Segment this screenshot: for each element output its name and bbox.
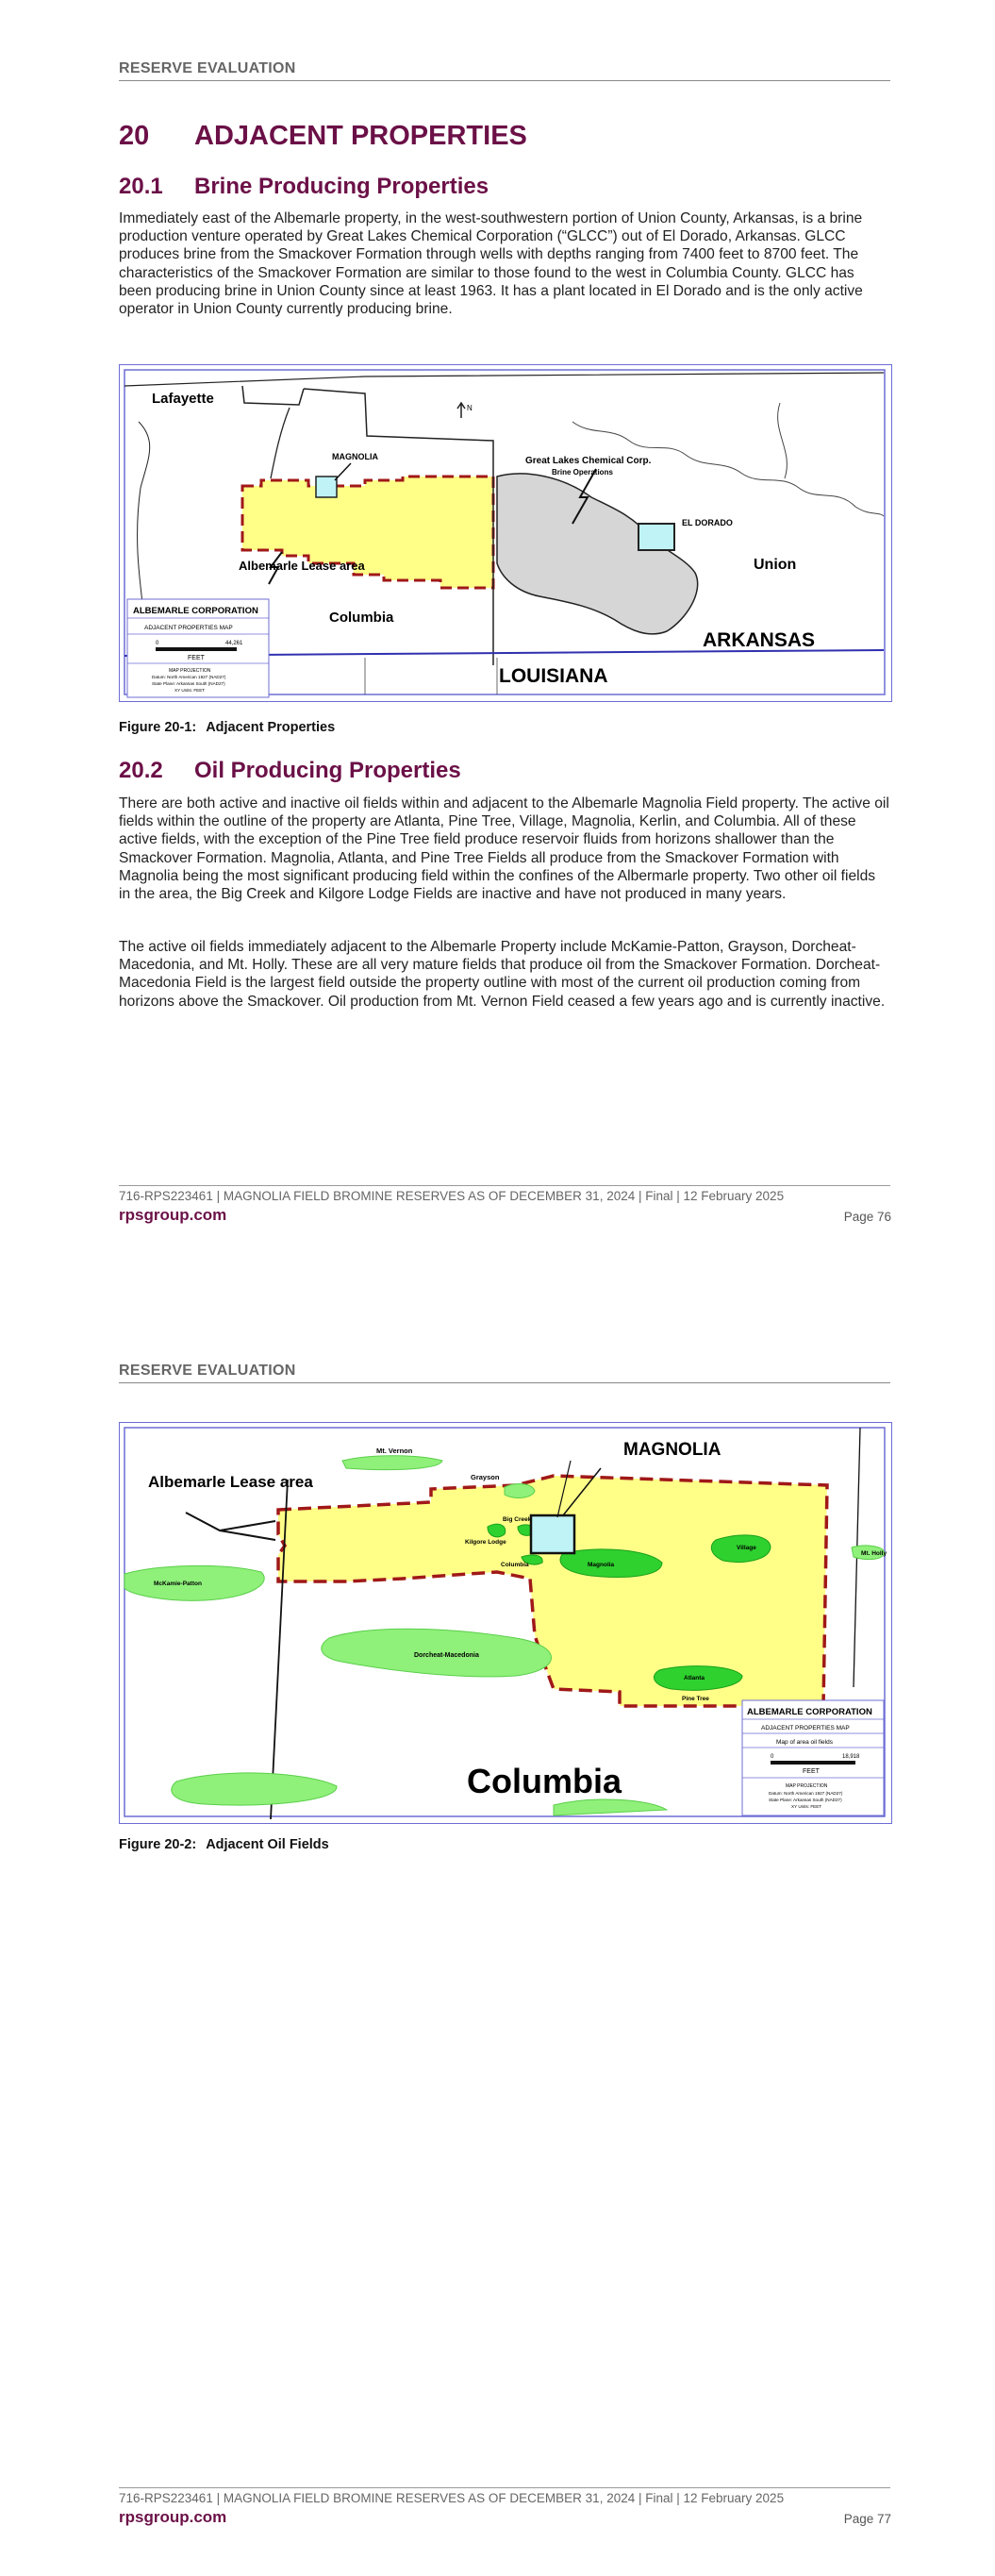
legend-subtitle2: Map of area oil fields <box>776 1739 833 1746</box>
glcc-label: Great Lakes Chemical Corp. <box>525 456 652 466</box>
oil-fields-paragraph-1: There are both active and inactive oil fields within and adjacent to the Albemarle Magnolia Field property. The active oil fields within the outline of the property are Atlanta, Pine Tree, Village, Magnolia, Kerlin, and Columbia. All of these active fields, with the exception of the Pine Tree field produce reservoir fluids from horizons shallower than the Smackover Formation. Magnolia, Atlanta, and Pine Tree Fields all produce from the Smackover Formation with Magnolia being the most significant producing field within the confines of the Albermarle property. Two other oil fields in the area, the Big Creek and Kilgore Lodge Fields are inactive and have not produced in many years. <box>119 795 889 903</box>
arkansas-label: ARKANSAS <box>703 629 816 651</box>
southwest-field <box>172 1773 337 1805</box>
atlanta-label: Atlanta <box>684 1675 705 1681</box>
magnolia-title-label: MAGNOLIA <box>623 1440 721 1460</box>
legend-proj3: XY Units: FEET <box>174 688 206 693</box>
grayson-label: Grayson <box>471 1473 500 1481</box>
map-svg <box>120 365 891 701</box>
columbia-field-label: Columbia <box>501 1562 529 1568</box>
adjacent-properties-map <box>119 364 892 702</box>
magnolia-plant-box <box>531 1515 574 1553</box>
lease-label: Albemarle Lease area <box>239 559 365 573</box>
footer-page-number: Page 76 <box>843 1210 891 1224</box>
subsection-title: Oil Producing Properties <box>194 758 461 783</box>
dorcheat-label: Dorcheat-Macedonia <box>414 1652 479 1659</box>
county-line-north <box>124 373 884 386</box>
mt-holly-label: Mt. Holly <box>861 1550 887 1557</box>
magnolia-field-label: Magnolia <box>588 1562 615 1568</box>
legend-subtitle: ADJACENT PROPERTIES MAP <box>144 625 233 631</box>
running-header: RESERVE EVALUATION <box>119 60 890 81</box>
figure-20-1-caption <box>119 720 335 735</box>
legend-proj1: Datum: North American 1927 (NAD27) <box>152 675 226 679</box>
footer-document-id: 716-RPS223461 | MAGNOLIA FIELD BROMINE RESERVES AS OF DECEMBER 31, 2024 | Final | 12 February 2025 <box>119 2491 785 2505</box>
red-river-line <box>138 422 150 611</box>
lease-label: Albemarle Lease area <box>148 1473 313 1491</box>
magnolia-plant-box <box>316 477 337 497</box>
ouachita-river-line <box>572 422 884 516</box>
legend-subtitle: ADJACENT PROPERTIES MAP <box>761 1725 850 1731</box>
union-glcc-area <box>497 474 698 634</box>
legend-proj2: State Plane: Arkansas South (NAD27) <box>152 681 225 686</box>
caption-text: Adjacent Oil Fields <box>206 1837 329 1852</box>
legend-scale-bar <box>771 1761 855 1765</box>
footer-rule <box>119 1185 890 1186</box>
south-field <box>554 1799 667 1815</box>
north-label: N <box>467 404 473 412</box>
map2-legend <box>742 1700 884 1815</box>
section-title: ADJACENT PROPERTIES <box>194 121 527 151</box>
subsection-number: 20.2 <box>119 758 163 783</box>
legend-proj1: Datum: North American 1927 (NAD27) <box>769 1791 843 1796</box>
lease-pointer-arrow-2 <box>220 1521 275 1531</box>
glcc-sub-label: Brine Operations <box>552 468 613 477</box>
el-dorado-label: EL DORADO <box>682 518 733 527</box>
el-dorado-plant-box <box>638 524 674 550</box>
legend-scale-unit: FEET <box>188 655 205 661</box>
subsection-title: Brine Producing Properties <box>194 174 489 199</box>
map1-legend <box>127 599 269 697</box>
union-label: Union <box>754 557 797 573</box>
lease-pointer-arrow <box>186 1513 275 1540</box>
section-number: 20 <box>119 121 150 151</box>
caption-label: Figure 20-2: <box>119 1837 197 1852</box>
footer-site-link[interactable]: rpsgroup.com <box>119 1206 227 1224</box>
section-heading <box>119 121 527 152</box>
columbia-label: Columbia <box>329 610 394 626</box>
louisiana-label: LOUISIANA <box>499 665 608 687</box>
caption-label: Figure 20-1: <box>119 720 197 735</box>
page-77 <box>0 1302 995 2576</box>
legend-projection: MAP PROJECTION <box>169 668 211 674</box>
legend-company: ALBEMARLE CORPORATION <box>747 1707 872 1717</box>
columbia-county-label: Columbia <box>467 1762 622 1800</box>
lafayette-label: Lafayette <box>152 391 214 407</box>
caption-text: Adjacent Properties <box>206 720 336 735</box>
legend-proj2: State Plane: Arkansas South (NAD27) <box>769 1798 842 1802</box>
legend-scale-unit: FEET <box>803 1768 820 1775</box>
albemarle-lease-polygon <box>278 1476 827 1706</box>
kilgore-label: Kilgore Lodge <box>465 1539 506 1546</box>
grayson-field <box>505 1484 535 1498</box>
legend-scale-max: 18,918 <box>842 1754 860 1760</box>
north-arrow-icon <box>457 403 465 418</box>
legend-scale-bar <box>156 647 237 651</box>
running-header: RESERVE EVALUATION <box>119 1363 890 1383</box>
footer-document-id: 716-RPS223461 | MAGNOLIA FIELD BROMINE RESERVES AS OF DECEMBER 31, 2024 | Final | 12 February 2025 <box>119 1189 785 1203</box>
adjacent-oil-fields-map <box>119 1422 892 1824</box>
mckamie-label: McKamie-Patton <box>154 1581 202 1587</box>
legend-proj3: XY Units: FEET <box>791 1804 822 1809</box>
creek-line <box>778 403 788 478</box>
magnolia-pointer-arrow <box>335 463 351 480</box>
subsection-heading-oil <box>119 758 461 784</box>
legend-projection: MAP PROJECTION <box>786 1783 828 1789</box>
subsection-number: 20.1 <box>119 174 163 199</box>
subsection-heading-brine <box>119 174 489 200</box>
mt-vernon-field <box>342 1456 442 1470</box>
footer-site-link[interactable]: rpsgroup.com <box>119 2508 227 2526</box>
legend-scale-max: 44,261 <box>225 641 243 646</box>
footer-rule <box>119 2487 890 2488</box>
pine-tree-label: Pine Tree <box>682 1696 709 1702</box>
legend-scale-zero: 0 <box>156 641 159 646</box>
big-creek-label: Big Creek <box>503 1516 532 1523</box>
map2-svg <box>120 1423 891 1823</box>
footer-page-number: Page 77 <box>843 2512 891 2526</box>
legend-company: ALBEMARLE CORPORATION <box>133 606 258 616</box>
oil-fields-paragraph-2: The active oil fields immediately adjacent to the Albemarle Property include McKamie-Patton, Grayson, Dorcheat-Macedonia, and Mt. Holly. These are all very mature fields that produce oil from the Smackover Formation. Dorcheat-Macedonia Field is the largest field outside the property outline with most of the current oil production coming from horizons above the Smackover. Oil production from Mt. Vernon Field ceased a few years ago and is currently inactive. <box>119 939 886 1010</box>
mt-vernon-label: Mt. Vernon <box>376 1447 413 1455</box>
magnolia-label: MAGNOLIA <box>332 452 378 461</box>
lafayette-columbia-boundary <box>271 408 290 478</box>
village-label: Village <box>737 1545 756 1551</box>
brine-paragraph: Immediately east of the Albemarle property, in the west-southwestern portion of Union County, Arkansas, is a brine production venture operated by Great Lakes Chemical Corporation (“GLCC”) out of El Dorado, Arkansas. GLCC produces brine from the Smackover Formation through wells with depths ranging from 7400 feet to 8700 feet. The characteristics of the Smackover Formation are similar to those found to the west in Columbia County. GLCC has been producing brine in Union County since at least 1963. It has a plant located in El Dorado and is the only active operator in Union County currently producing brine. <box>119 210 863 318</box>
legend-scale-zero: 0 <box>771 1754 774 1760</box>
figure-20-2-caption <box>119 1837 329 1852</box>
